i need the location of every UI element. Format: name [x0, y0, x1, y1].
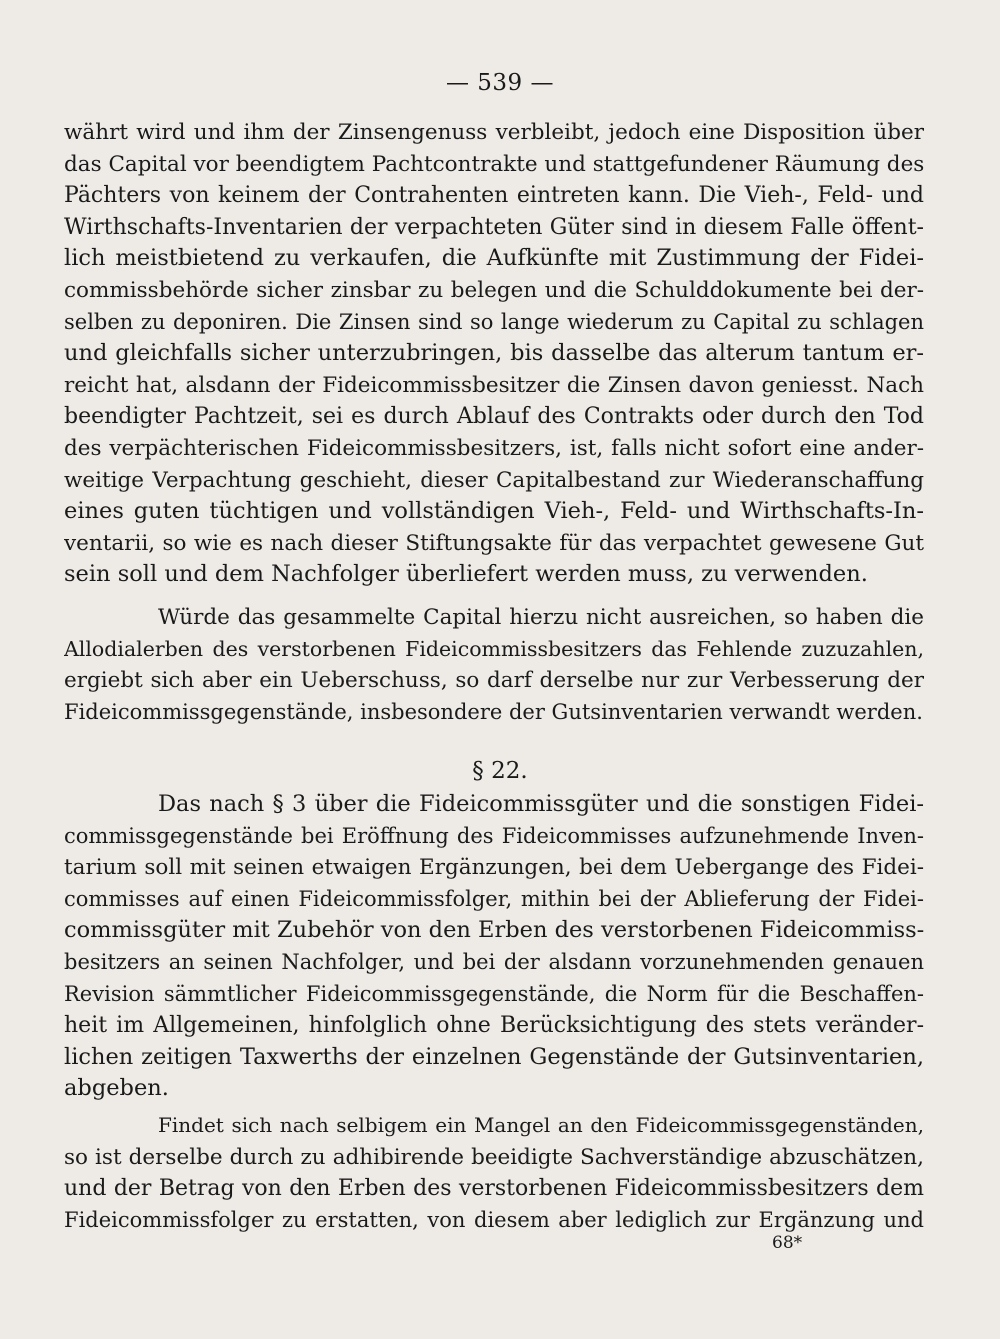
text-line: commissgegenstände bei Eröffnung des Fideicommisses aufzunehmende Inven- — [64, 823, 924, 848]
text-line: Allodialerben des verstorbenen Fideicommissbesitzers das Fehlende zuzuzahlen, — [64, 636, 924, 661]
text-line: commissgüter mit Zubehör von den Erben des verstorbenen Fideicommiss- — [64, 917, 924, 944]
text-line: eines guten tüchtigen und vollständigen Vieh-, Feld- und Wirthschafts-In- — [64, 498, 924, 525]
text-line: tarium soll mit seinen etwaigen Ergänzungen, bei dem Uebergange des Fidei- — [64, 855, 924, 881]
text-line: beendigter Pachtzeit, sei es durch Ablauf des Contrakts oder durch den Tod — [64, 404, 924, 430]
text-line: abgeben. — [64, 1075, 169, 1102]
text-line: heit im Allgemeinen, hinfolglich ohne Berücksichtigung des stets veränder- — [64, 1013, 924, 1039]
text-line: selben zu deponiren. Die Zinsen sind so lange wiederum zu Capital zu schlagen — [64, 309, 924, 334]
text-line: Wirthschafts-Inventarien der verpachteten Güter sind in diesem Falle öffent- — [64, 214, 924, 240]
section-heading: § 22. — [472, 758, 528, 784]
text-line: Fideicommissgegenstände, insbesondere der Gutsinventarien verwandt werden. — [64, 699, 923, 724]
text-line: währt wird und ihm der Zinsengenuss verbleibt, jedoch eine Disposition über — [64, 120, 924, 145]
paragraph-2 — [64, 602, 924, 728]
text-line: ventarii, so wie es nach dieser Stiftungsakte für das verpachtet gewesene Gut — [64, 530, 924, 556]
text-line: reicht hat, alsdann der Fideicommissbesitzer die Zinsen davon geniesst. Nach — [64, 372, 924, 398]
text-line: lich meistbietend zu verkaufen, die Aufkünfte mit Zustimmung der Fidei- — [64, 245, 924, 272]
text-line: und gleichfalls sicher unterzubringen, bis dasselbe das alterum tantum er- — [64, 340, 924, 367]
text-line: das Capital vor beendigtem Pachtcontrakte und stattgefundener Räumung des — [64, 151, 924, 177]
text-line: commisses auf einen Fideicommissfolger, mithin bei der Ablieferung der Fidei- — [64, 886, 924, 911]
text-line: Revision sämmtlicher Fideicommissgegenstände, die Norm für die Beschaffen- — [64, 981, 924, 1006]
text-line: Findet sich nach selbigem ein Mangel an den Fideicommissgegenständen, — [158, 1113, 924, 1137]
paragraph-3 — [64, 789, 924, 1105]
text-line: commissbehörde sicher zinsbar zu belegen und die Schulddokumente bei der- — [64, 277, 924, 303]
text-line: und der Betrag von den Erben des verstorbenen Fideicommissbesitzers dem — [64, 1176, 924, 1202]
paragraph-4 — [64, 1110, 924, 1236]
page-number: — 539 — — [445, 70, 555, 96]
text-line: ergiebt sich aber ein Ueberschuss, so darf derselbe nur zur Verbesserung der — [64, 668, 924, 694]
text-line: sein soll und dem Nachfolger überliefert werden muss, zu verwenden. — [64, 561, 868, 588]
text-line: so ist derselbe durch zu adhibirende beeidigte Sachverständige abzuschätzen, — [64, 1144, 924, 1170]
paragraph-1 — [64, 117, 924, 591]
text-line: besitzers an seinen Nachfolger, und bei der alsdann vorzunehmenden genauen — [64, 949, 924, 974]
text-line: Das nach § 3 über die Fideicommissgüter und die sonstigen Fidei- — [158, 791, 924, 817]
text-line: des verpächterischen Fideicommissbesitzers, ist, falls nicht sofort eine ander- — [64, 435, 924, 461]
text-line: Fideicommissfolger zu erstatten, von diesem aber lediglich zur Ergänzung und — [64, 1207, 924, 1232]
text-line: Pächters von keinem der Contrahenten eintreten kann. Die Vieh-, Feld- und — [64, 183, 924, 209]
text-line: weitige Verpachtung geschieht, dieser Capitalbestand zur Wiederanschaffung — [64, 467, 924, 493]
sheet-signature: 68* — [772, 1233, 803, 1253]
text-line: Würde das gesammelte Capital hierzu nicht ausreichen, so haben die — [158, 605, 924, 630]
text-line: lichen zeitigen Taxwerths der einzelnen Gegenstände der Gutsinventarien, — [64, 1043, 924, 1070]
